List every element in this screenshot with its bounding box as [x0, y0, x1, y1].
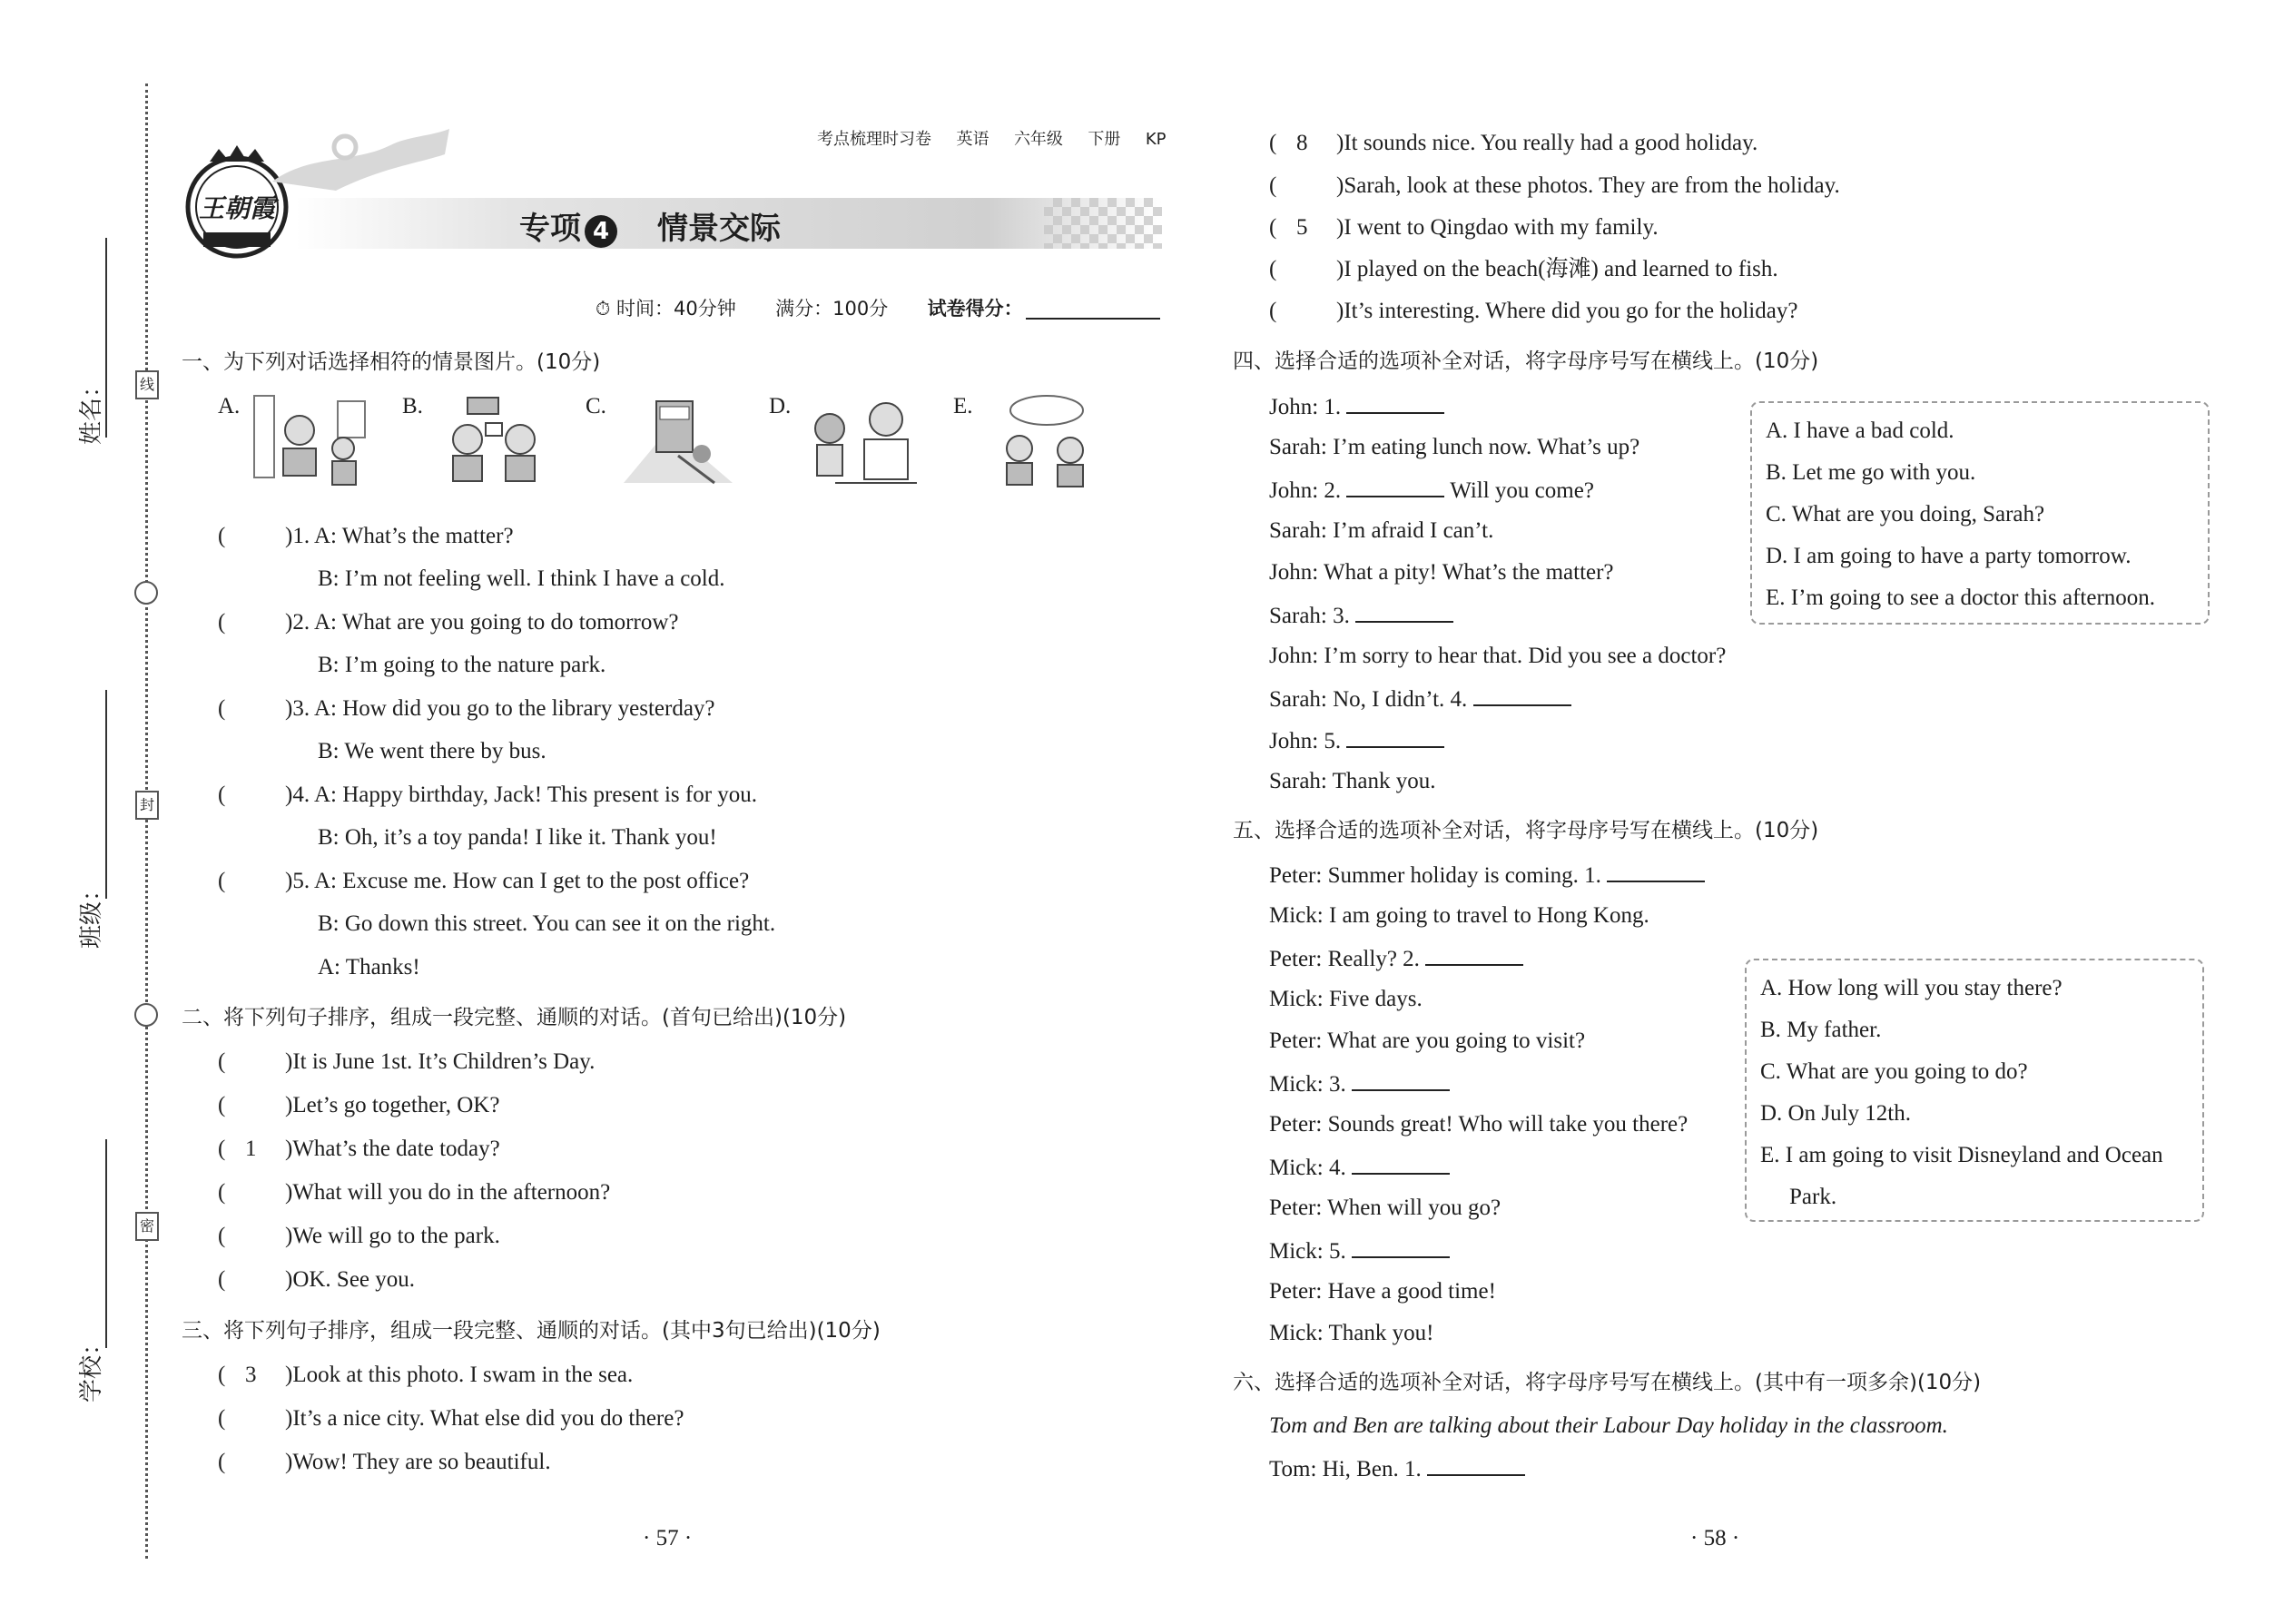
dialogue-line: Tom: Hi, Ben. 1.: [1269, 1456, 1525, 1481]
section5-heading: 五、选择合适的选项补全对话，将字母序号写在横线上。(10分): [1233, 819, 1819, 842]
answer-paren[interactable]: (: [218, 610, 226, 635]
page-title: [519, 203, 781, 248]
question2-a: ( )2. A: What are you going to do tomorrow?: [218, 610, 679, 635]
answer-blank[interactable]: [1346, 728, 1444, 748]
time-info-row: [596, 300, 1023, 319]
order-item: ( )We will go to the park.: [218, 1224, 500, 1248]
binding-mark-feng: 封: [135, 791, 159, 820]
answer-paren[interactable]: (: [218, 1049, 226, 1074]
answer-paren[interactable]: (: [218, 782, 226, 807]
answer-paren[interactable]: (: [218, 1224, 226, 1248]
option-c: C. What are you going to do?: [1760, 1059, 2028, 1084]
order-item: ( )Wow! They are so beautiful.: [218, 1450, 551, 1474]
dialogue-line: Mick: Five days.: [1269, 987, 1423, 1011]
question1-b: B: I’m not feeling well. I think I have a cold.: [318, 566, 725, 591]
section2-heading: 二、将下列句子排序，组成一段完整、通顺的对话。(首句已给出)(10分): [182, 1006, 847, 1029]
answer-paren[interactable]: (: [1269, 257, 1277, 281]
answer-paren[interactable]: ( 5: [1269, 215, 1308, 240]
answer-paren[interactable]: (: [218, 1450, 226, 1474]
answer-paren[interactable]: ( 8: [1269, 131, 1308, 155]
dialogue-line: Sarah: No, I didn’t. 4.: [1269, 686, 1571, 711]
section3-heading: 三、将下列句子排序，组成一段完整、通顺的对话。(其中3句已给出)(10分): [182, 1319, 881, 1343]
series-header: [817, 132, 1167, 148]
picture-gift-exchange: [431, 392, 549, 490]
dialogue-line: Peter: Summer holiday is coming. 1.: [1269, 862, 1705, 887]
section6-intro: Tom and Ben are talking about their Labour Day holiday in the classroom.: [1269, 1413, 1948, 1438]
binding-ornament-icon: [134, 581, 158, 605]
option-d: D. I am going to have a party tomorrow.: [1766, 544, 2132, 568]
answer-blank[interactable]: [1425, 946, 1523, 966]
dialogue-line: John: 2. Will you come?: [1269, 478, 1594, 503]
option-a: A. I have a bad cold.: [1766, 418, 1954, 443]
answer-paren[interactable]: (: [218, 1406, 226, 1431]
page-number-left: · 57 ·: [643, 1526, 693, 1550]
answer-paren[interactable]: (: [218, 524, 226, 548]
edition-name: KP: [1145, 130, 1167, 149]
name-field-line[interactable]: [105, 238, 107, 438]
title-checker: [1044, 198, 1162, 249]
name-label: 姓名：: [78, 373, 105, 445]
dialogue-line: John: I’m sorry to hear that. Did you see a doctor?: [1269, 644, 1727, 668]
answer-blank[interactable]: [1352, 1071, 1450, 1091]
dialogue-line: Peter: Have a good time!: [1269, 1279, 1496, 1304]
dialogue-line: Peter: Really? 2.: [1269, 946, 1523, 970]
answer-blank[interactable]: [1607, 862, 1705, 882]
answer-paren[interactable]: (: [218, 1180, 226, 1205]
answer-paren[interactable]: (: [1269, 299, 1277, 323]
answer-paren[interactable]: (: [1269, 173, 1277, 198]
section4-heading: 四、选择合适的选项补全对话，将字母序号写在横线上。(10分): [1233, 349, 1819, 373]
dialogue-line: Mick: Thank you!: [1269, 1321, 1434, 1345]
option-e-cont: Park.: [1789, 1185, 1837, 1209]
order-item: ( )It’s interesting. Where did you go for the holiday?: [1269, 299, 1798, 323]
picture-doctor-visit: [799, 392, 917, 490]
answer-blank[interactable]: [1355, 603, 1453, 623]
dialogue-line: Peter: Sounds great! Who will take you there?: [1269, 1112, 1689, 1137]
series-name: 考点梳理时习卷: [817, 130, 931, 149]
subject-name: 英语: [956, 130, 989, 149]
answer-paren[interactable]: (: [218, 1093, 226, 1117]
binding-mark-mi: 密: [135, 1212, 159, 1241]
section6-heading: 六、选择合适的选项补全对话，将字母序号写在横线上。(其中有一项多余)(10分): [1233, 1371, 1982, 1394]
picture-label-a: A.: [218, 394, 241, 418]
score-label: 试卷得分：: [927, 298, 1023, 320]
order-item: ( )It is June 1st. It’s Children’s Day.: [218, 1049, 596, 1074]
picture-label-d: D.: [769, 394, 792, 418]
order-item: ( )What will you do in the afternoon?: [218, 1180, 611, 1205]
dialogue-line: Sarah: Thank you.: [1269, 769, 1436, 793]
option-e: E. I am going to visit Disneyland and Ocean: [1760, 1143, 2163, 1167]
question5-a: ( )5. A: Excuse me. How can I get to the post office?: [218, 869, 750, 893]
option-d: D. On July 12th.: [1760, 1101, 1911, 1126]
answer-blank[interactable]: [1346, 477, 1444, 497]
picture-label-e: E.: [953, 394, 973, 418]
option-a: A. How long will you stay there?: [1760, 976, 2063, 1000]
dialogue-line: John: What a pity! What’s the matter?: [1269, 560, 1614, 585]
question4-a: ( )4. A: Happy birthday, Jack! This present is for you.: [218, 782, 758, 807]
section1-heading: 一、为下列对话选择相符的情景图片。(10分): [182, 350, 601, 374]
picture-park-plan: [983, 392, 1101, 490]
page-number-right: · 58 ·: [1690, 1526, 1740, 1550]
picture-bus-street: [615, 392, 733, 490]
school-label: 学校：: [78, 1331, 105, 1403]
binding-ornament-icon: [134, 1003, 158, 1027]
answer-paren[interactable]: (: [218, 1267, 226, 1292]
order-item: ( 1 )What’s the date today?: [218, 1137, 500, 1161]
picture-sick-child: [247, 392, 365, 490]
class-label: 班级：: [78, 877, 105, 949]
score-input[interactable]: [1026, 318, 1160, 320]
order-item: ( )OK. See you.: [218, 1267, 416, 1292]
dialogue-line: Sarah: I’m eating lunch now. What’s up?: [1269, 435, 1640, 459]
dialogue-line: Mick: 5.: [1269, 1238, 1450, 1263]
option-b: B. My father.: [1760, 1018, 1882, 1042]
question4-b: B: Oh, it’s a toy panda! I like it. Thank you!: [318, 825, 717, 850]
binding-dotted-line: [145, 84, 148, 1559]
question2-b: B: I’m going to the nature park.: [318, 653, 606, 677]
option-e: E. I’m going to see a doctor this afternoon.: [1766, 586, 2156, 610]
question1-a: ( )1. A: What’s the matter?: [218, 524, 514, 548]
dialogue-line: Mick: I am going to travel to Hong Kong.: [1269, 903, 1649, 928]
answer-paren[interactable]: (: [218, 869, 226, 893]
answer-blank[interactable]: [1352, 1155, 1450, 1175]
order-item: ( )I played on the beach(海滩) and learned to fish.: [1269, 257, 1778, 281]
question3-a: ( )3. A: How did you go to the library yesterday?: [218, 696, 715, 721]
question3-b: B: We went there by bus.: [318, 739, 546, 763]
binding-mark-xian: 线: [135, 370, 159, 399]
picture-label-c: C.: [586, 394, 606, 418]
term-name: 下册: [1088, 130, 1121, 149]
dialogue-line: Mick: 3.: [1269, 1071, 1450, 1096]
order-item: ( )Let’s go together, OK?: [218, 1093, 500, 1117]
ribbon-decoration: [272, 127, 454, 200]
full-score: 满分：100分: [775, 298, 889, 320]
answer-paren[interactable]: (: [218, 696, 226, 721]
picture-label-b: B.: [402, 394, 423, 418]
answer-blank[interactable]: [1346, 394, 1444, 414]
order-item: ( 8 )It sounds nice. You really had a good holiday.: [1269, 131, 1758, 155]
dialogue-line: John: 1.: [1269, 394, 1444, 418]
order-item: ( )It’s a nice city. What else did you do there?: [218, 1406, 684, 1431]
dialogue-line: Sarah: 3.: [1269, 603, 1453, 627]
time-info: ⏱ 时间：40分钟: [596, 298, 736, 320]
order-item: ( 5 )I went to Qingdao with my family.: [1269, 215, 1659, 240]
title-prefix: 专项: [519, 211, 581, 247]
answer-paren[interactable]: ( 1: [218, 1137, 257, 1161]
answer-blank[interactable]: [1473, 686, 1571, 706]
dialogue-line: Sarah: I’m afraid I can’t.: [1269, 518, 1494, 543]
question5-b: B: Go down this street. You can see it on the right.: [318, 911, 776, 936]
title-number-badge: 4: [585, 215, 617, 248]
logo-text: 王朝霞: [198, 193, 275, 223]
order-item: ( 3 )Look at this photo. I swam in the sea.: [218, 1363, 634, 1387]
school-field-line[interactable]: [105, 1139, 107, 1348]
option-c: C. What are you doing, Sarah?: [1766, 502, 2045, 527]
answer-blank[interactable]: [1427, 1456, 1525, 1476]
dialogue-line: John: 5.: [1269, 728, 1444, 753]
grade-name: 六年级: [1013, 130, 1063, 149]
dialogue-line: Peter: What are you going to visit?: [1269, 1029, 1586, 1053]
title-text: 情景交际: [657, 211, 781, 247]
answer-paren[interactable]: ( 3: [218, 1363, 257, 1387]
dialogue-line: Peter: When will you go?: [1269, 1196, 1501, 1220]
answer-blank[interactable]: [1352, 1238, 1450, 1258]
dialogue-line: Mick: 4.: [1269, 1155, 1450, 1179]
order-item: ( )Sarah, look at these photos. They are from the holiday.: [1269, 173, 1840, 198]
class-field-line[interactable]: [105, 690, 107, 899]
option-b: B. Let me go with you.: [1766, 460, 1976, 485]
question5-c: A: Thanks!: [318, 955, 420, 979]
